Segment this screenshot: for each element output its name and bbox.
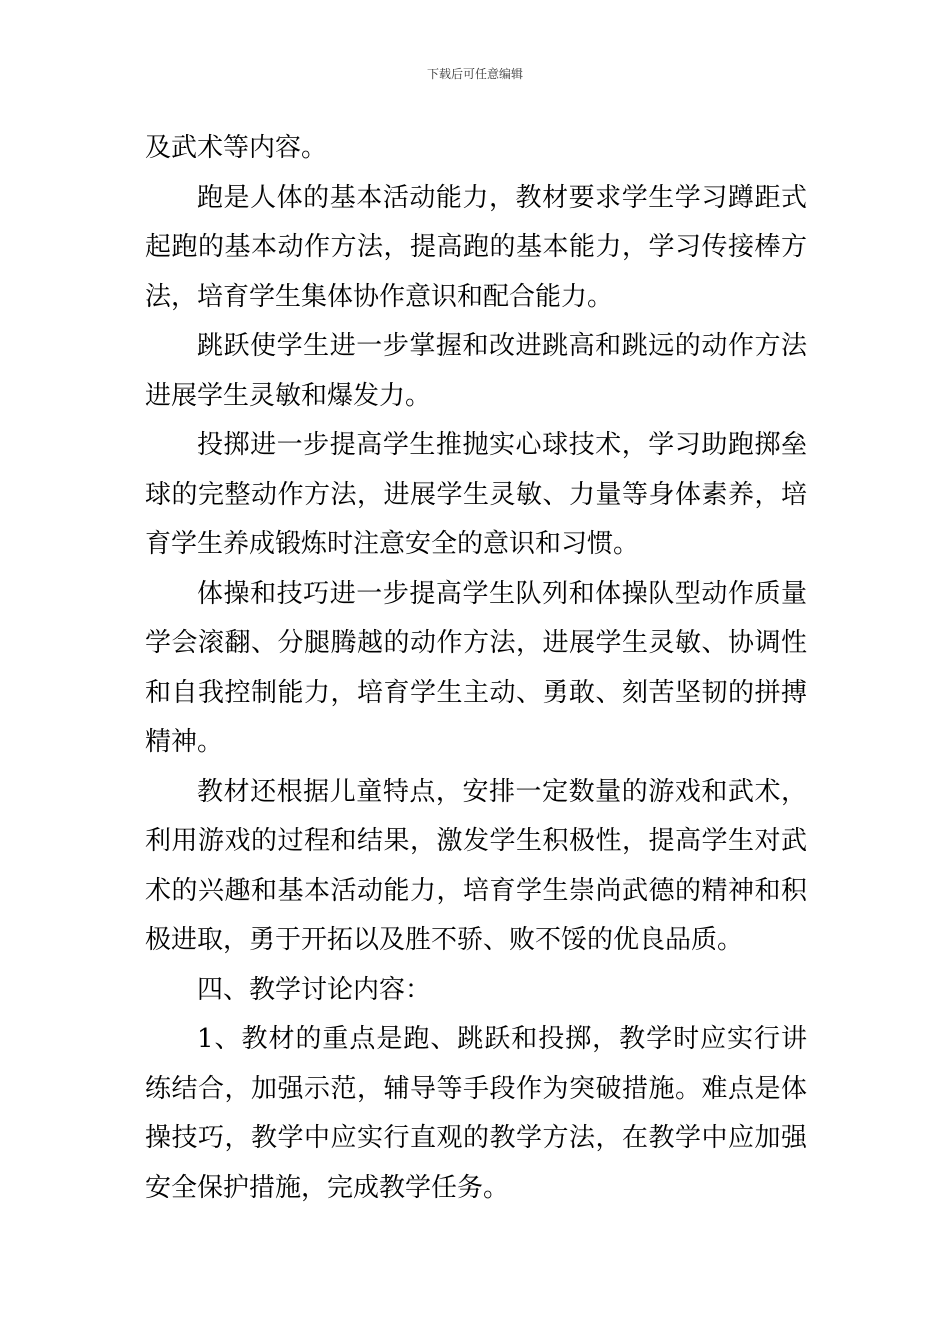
paragraph-throwing: 投掷进一步提高学生推抛实心球技术，学习助跑掷垒球的完整动作方法，进展学生灵敏、力量等身体素养，培育学生养成锻炼时注意安全的意识和习惯。 — [145, 430, 807, 559]
page-header-note: 下载后可任意编辑 — [426, 67, 523, 81]
paragraph-gymnastics: 体操和技巧进一步提高学生队列和体操队型动作质量学会滚翻、分腿腾越的动作方法，进展学生灵敏、协调性和自我控制能力，培育学生主动、勇敢、刻苦坚韧的拼搏精神。 — [145, 578, 807, 757]
paragraph-jumping: 跳跃使学生进一步掌握和改进跳高和跳远的动作方法进展学生灵敏和爆发力。 — [145, 331, 807, 411]
paragraph-running: 跑是人体的基本活动能力，教材要求学生学习蹲距式起跑的基本动作方法，提高跑的基本能力，学习传接棒方法，培育学生集体协作意识和配合能力。 — [145, 182, 807, 312]
paragraph-key-points: 1、教材的重点是跑、跳跃和投掷，教学时应实行讲练结合，加强示范，辅导等手段作为突破措施。难点是体操技巧，教学中应实行直观的教学方法，在教学中应加强安全保护措施，完成教学任务。 — [145, 1024, 807, 1203]
section-heading-teaching-discussion: 四、教学讨论内容： — [197, 974, 432, 1005]
document-body — [145, 124, 807, 1213]
paragraph-continuation: 及武术等内容。 — [145, 133, 328, 163]
paragraph-games-martial-arts: 教材还根据儿童特点，安排一定数量的游戏和武术，利用游戏的过程和结果，激发学生积极性，提高学生对武术的兴趣和基本活动能力，培育学生崇尚武德的精神和积极进取，勇于开拓以及胜不骄、败不馁的优良品质。 — [145, 776, 807, 955]
